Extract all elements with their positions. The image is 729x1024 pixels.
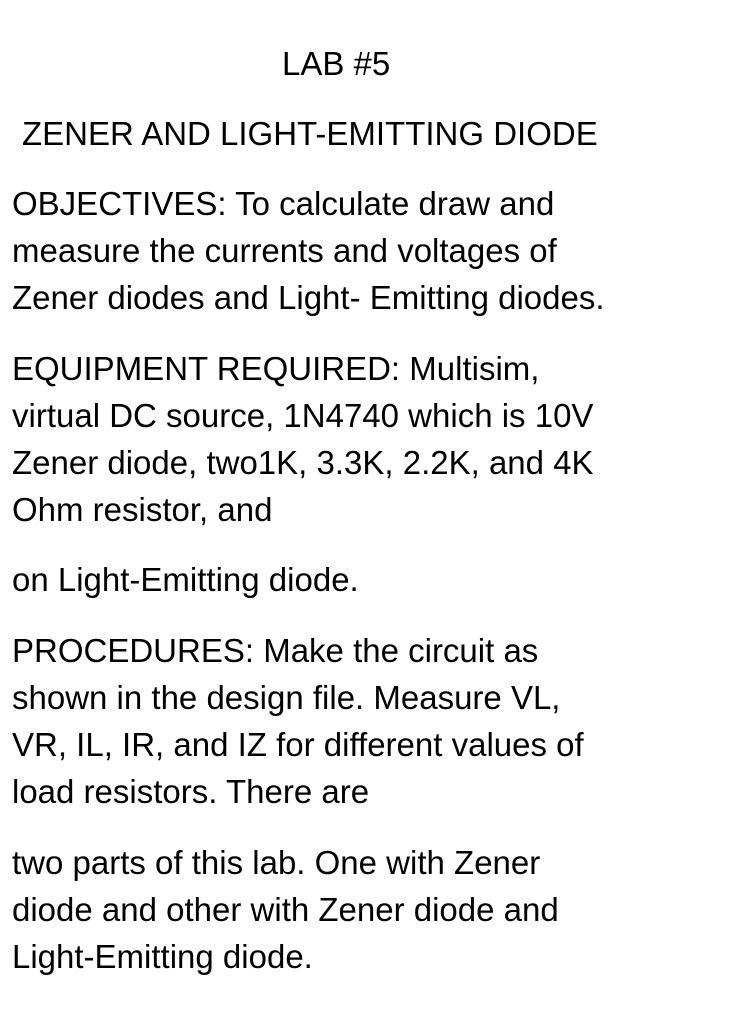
procedures-continued-line: two parts of this lab. One with Zener: [12, 844, 541, 881]
equipment-line: Ohm resistor, and: [12, 491, 273, 528]
objectives-line: measure the currents and voltages of: [12, 232, 557, 269]
objectives-line: Zener diodes and Light- Emitting diodes.: [12, 279, 605, 316]
procedures-line: VR, IL, IR, and IZ for different values of: [12, 726, 584, 763]
procedures-continued-line: Light-Emitting diode.: [12, 938, 313, 975]
objectives-line: OBJECTIVES: To calculate draw and: [12, 185, 555, 222]
equipment-continued-line: on Light-Emitting diode.: [12, 561, 359, 598]
procedures-line: shown in the design file. Measure VL,: [12, 679, 561, 716]
equipment-line: EQUIPMENT REQUIRED: Multisim,: [12, 350, 540, 387]
equipment-line: virtual DC source, 1N4740 which is 10V: [12, 397, 594, 434]
procedures-continued-line: diode and other with Zener diode and: [12, 891, 559, 928]
equipment-line: Zener diode, two1K, 3.3K, 2.2K, and 4K: [12, 444, 594, 481]
procedures-line: PROCEDURES: Make the circuit as: [12, 632, 539, 669]
procedures-line: load resistors. There are: [12, 773, 370, 810]
page-title: LAB #5: [282, 45, 391, 82]
page-subtitle: ZENER AND LIGHT-EMITTING DIODE: [22, 115, 598, 152]
